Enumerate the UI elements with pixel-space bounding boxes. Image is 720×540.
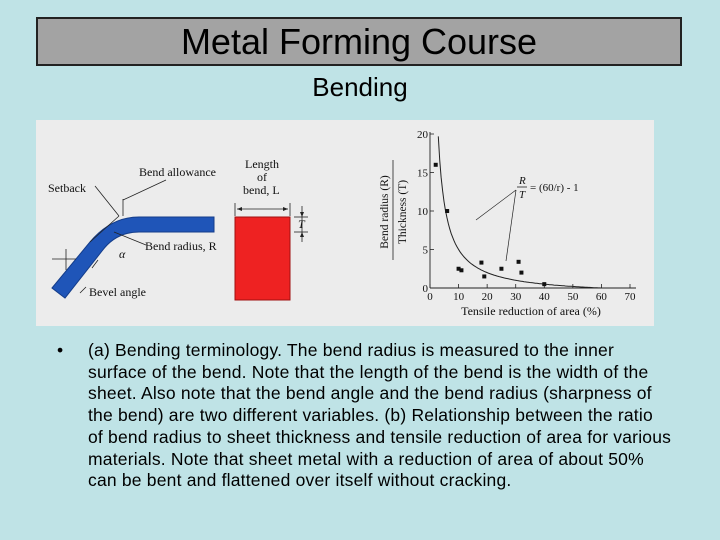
caption-bullet: • <box>57 340 64 360</box>
bend-allowance-label: Bend allowance <box>139 165 216 179</box>
figure-caption <box>57 340 672 492</box>
x-tick-label: 20 <box>481 291 493 303</box>
y-tick-label: 20 <box>417 129 428 141</box>
data-point <box>445 209 449 213</box>
bend-length-block <box>235 217 290 300</box>
x-tick-label: 10 <box>453 291 465 303</box>
length-of-bend-label-2: of <box>257 170 267 184</box>
caption-text: (a) Bending terminology. The bend radius is measured to the inner surface of the bend. Note that the length of the bend is the width of the sheet. Also note that the bend angle and the bend radius (sharpness of the bend) are two different variables. (b) Relationship between the ratio of bend radius to sheet thickness and tensile reduction of area for various materials. Note that sheet metal with a reduction of area of about 50% can be bent and flattened over itself without cracking. <box>88 340 672 491</box>
axis-ticks <box>430 134 630 288</box>
alpha-label: α <box>119 247 126 261</box>
data-point <box>542 282 546 286</box>
length-of-bend-label-1: Length <box>245 157 279 171</box>
thickness-label: T <box>298 217 305 231</box>
formula-t: T <box>519 189 526 201</box>
data-point <box>499 267 503 271</box>
x-tick-label: 0 <box>427 291 433 303</box>
data-point <box>482 274 486 278</box>
data-point <box>519 271 523 275</box>
bending-figure <box>36 120 654 326</box>
bevel-angle-label: Bevel angle <box>89 285 146 299</box>
bending-figure-svg <box>36 120 654 326</box>
fit-curve <box>438 136 601 288</box>
y-tick-label: 5 <box>422 244 428 257</box>
x-tick-label: 30 <box>510 291 522 303</box>
length-of-bend-label-3: bend, L <box>243 183 280 197</box>
formula-leader-1 <box>476 190 516 220</box>
bend-radius-label: Bend radius, R <box>145 239 217 253</box>
bend-ratio-chart <box>379 129 636 318</box>
x-tick-label: 50 <box>567 291 579 303</box>
y-axis-label-top: Bend radius (R) <box>379 175 391 249</box>
slide-title: Metal Forming Course <box>180 20 538 62</box>
y-tick-label: 10 <box>417 206 428 218</box>
slide-subtitle: Bending <box>312 72 408 102</box>
title-bar <box>36 17 682 66</box>
x-axis-label: Tensile reduction of area (%) <box>461 304 601 318</box>
x-tick-label: 60 <box>595 291 607 303</box>
data-point <box>517 260 521 264</box>
data-point <box>459 268 463 272</box>
y-tick-label: 0 <box>422 283 428 295</box>
x-tick-label: 70 <box>624 291 636 303</box>
data-point <box>479 261 483 265</box>
formula-leader-2 <box>506 190 516 261</box>
y-tick-label: 15 <box>417 167 428 180</box>
formula-r: R <box>519 175 526 187</box>
y-axis-label-bottom: Thickness (T) <box>397 179 409 245</box>
data-point <box>434 163 438 167</box>
x-tick-label: 40 <box>538 291 550 303</box>
formula-rhs: = (60/r) - 1 <box>530 182 579 194</box>
axis-tick-labels <box>417 129 636 303</box>
setback-label: Setback <box>48 181 86 195</box>
bending-terminology-diagram <box>48 157 308 300</box>
